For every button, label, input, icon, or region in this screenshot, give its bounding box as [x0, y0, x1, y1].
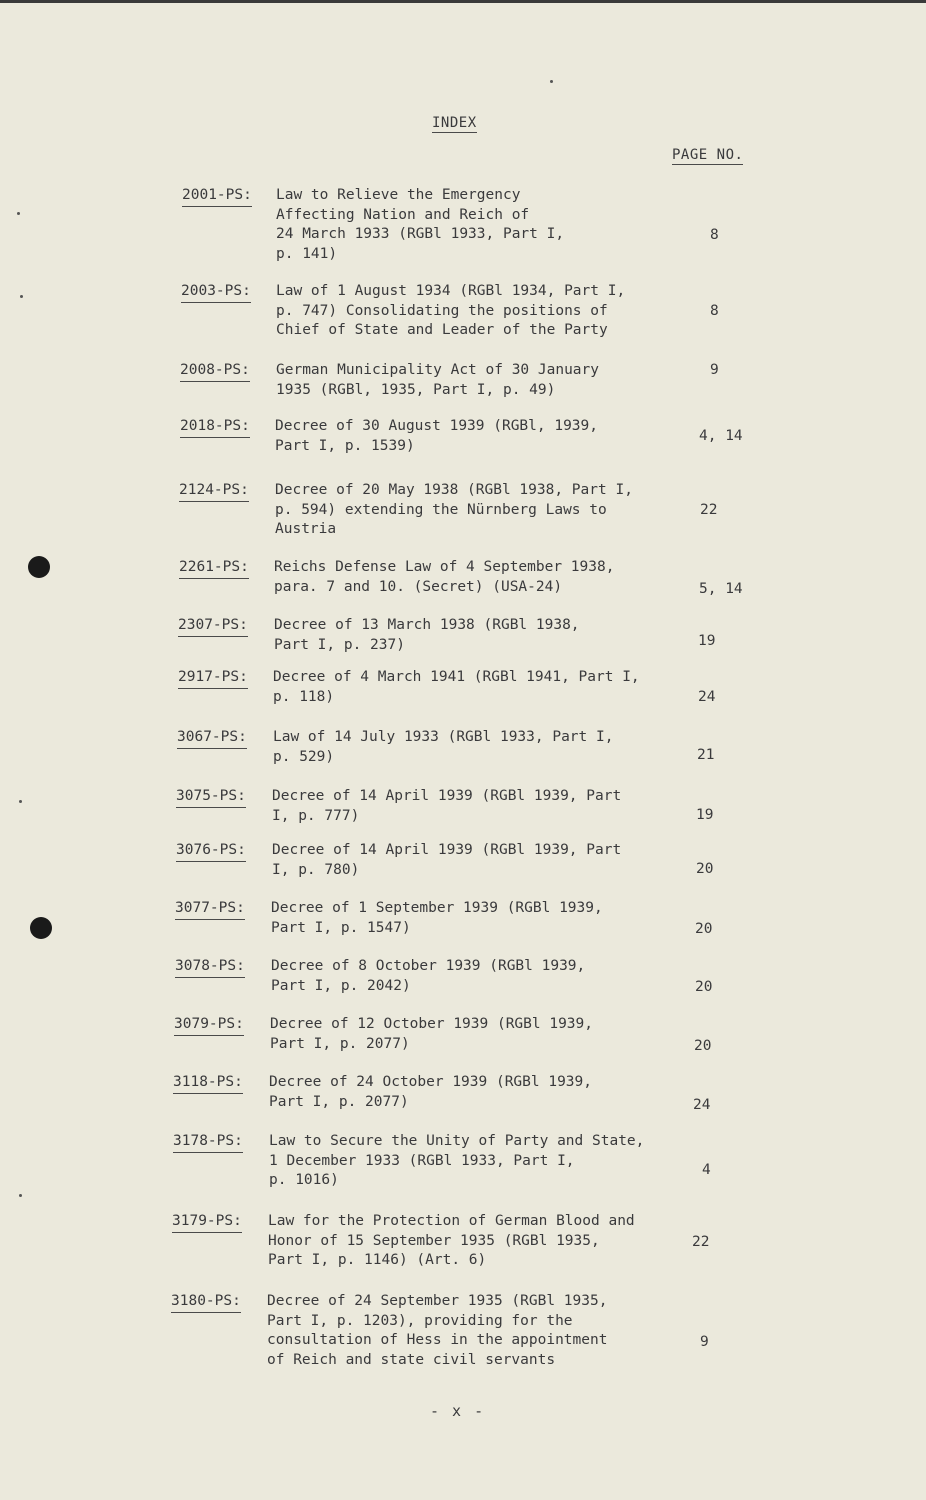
paper-speck	[17, 212, 20, 215]
paper-speck	[20, 295, 23, 298]
entry-page: 24	[698, 689, 716, 705]
entry-description: Law to Relieve the Emergency Affecting Nation and Reich of 24 March 1933 (RGBl 1933, Part I, p. 141)	[276, 187, 565, 262]
entry-description: Decree of 4 March 1941 (RGBl 1941, Part I, p. 118)	[273, 669, 640, 705]
entry-code: 3079-PS:	[174, 1015, 244, 1036]
entry-code: 2008-PS:	[180, 361, 250, 382]
entry-page: 20	[694, 1038, 712, 1054]
entry-code: 3067-PS:	[177, 728, 247, 749]
entry-code: 3077-PS:	[175, 899, 245, 920]
entry-description: Decree of 14 April 1939 (RGBl 1939, Part I, p. 777)	[272, 788, 622, 824]
paper-speck	[19, 800, 22, 803]
entry-page: 20	[695, 979, 713, 995]
entry-code: 2001-PS:	[182, 186, 252, 207]
entry-code: 2917-PS:	[178, 668, 248, 689]
entry-page: 9	[710, 362, 719, 378]
entry-description: Decree of 20 May 1938 (RGBl 1938, Part I, p. 594) extending the Nürnberg Laws to Austria	[275, 482, 633, 537]
entry-page: 5, 14	[699, 581, 743, 597]
entry-code: 2018-PS:	[180, 417, 250, 438]
paper-speck	[550, 80, 553, 83]
entry-description: Law for the Protection of German Blood and Honor of 15 September 1935 (RGBl 1935, Part I, p. 1146) (Art. 6)	[268, 1213, 635, 1268]
entry-description: Decree of 8 October 1939 (RGBl 1939, Part I, p. 2042)	[271, 958, 586, 994]
punch-hole	[28, 556, 50, 578]
entry-description: Law of 1 August 1934 (RGBl 1934, Part I, p. 747) Consolidating the positions of Chief of State and Leader of the Party	[276, 283, 626, 338]
entry-description: Decree of 14 April 1939 (RGBl 1939, Part I, p. 780)	[272, 842, 622, 878]
entry-code: 3075-PS:	[176, 787, 246, 808]
entry-code: 3178-PS:	[173, 1132, 243, 1153]
entry-page: 20	[695, 921, 713, 937]
entry-page: 4, 14	[699, 428, 743, 444]
entry-description: Decree of 1 September 1939 (RGBl 1939, Part I, p. 1547)	[271, 900, 603, 936]
entry-description: Law of 14 July 1933 (RGBl 1933, Part I, p. 529)	[273, 729, 614, 765]
entry-page: 21	[697, 747, 715, 763]
entry-code: 2307-PS:	[178, 616, 248, 637]
entry-description: German Municipality Act of 30 January 1935 (RGBl, 1935, Part I, p. 49)	[276, 362, 600, 398]
entry-code: 2124-PS:	[179, 481, 249, 502]
entry-code: 3118-PS:	[173, 1073, 243, 1094]
page-top-edge	[0, 0, 926, 3]
entry-code: 3076-PS:	[176, 841, 246, 862]
entry-page: 4	[702, 1162, 711, 1178]
entry-page: 20	[696, 861, 714, 877]
entry-code: 2261-PS:	[179, 558, 249, 579]
entry-description: Decree of 24 October 1939 (RGBl 1939, Part I, p. 2077)	[269, 1074, 593, 1110]
entry-page: 8	[710, 303, 719, 319]
entry-code: 3078-PS:	[175, 957, 245, 978]
entry-code: 3179-PS:	[172, 1212, 242, 1233]
entry-code: 3180-PS:	[171, 1292, 241, 1313]
page-footer: - x -	[430, 1402, 486, 1420]
entry-page: 8	[710, 227, 719, 243]
entry-page: 22	[692, 1234, 710, 1250]
entry-code: 2003-PS:	[181, 282, 251, 303]
punch-hole	[30, 917, 52, 939]
entry-page: 19	[696, 807, 714, 823]
entry-page: 9	[700, 1334, 709, 1350]
entry-description: Decree of 24 September 1935 (RGBl 1935, Part I, p. 1203), providing for the consultation of Hess in the appointment of Reich and state civil servants	[267, 1293, 608, 1368]
entry-page: 24	[693, 1097, 711, 1113]
entry-page: 22	[700, 502, 718, 518]
index-title: INDEX	[432, 115, 477, 131]
entry-description: Reichs Defense Law of 4 September 1938, para. 7 and 10. (Secret) (USA-24)	[274, 559, 615, 595]
entry-description: Decree of 13 March 1938 (RGBl 1938, Part I, p. 237)	[274, 617, 580, 653]
paper-speck	[19, 1194, 22, 1197]
page-number-header: PAGE NO.	[672, 147, 744, 163]
entry-description: Decree of 12 October 1939 (RGBl 1939, Part I, p. 2077)	[270, 1016, 594, 1052]
entry-description: Decree of 30 August 1939 (RGBl, 1939, Part I, p. 1539)	[275, 418, 599, 454]
entry-description: Law to Secure the Unity of Party and State, 1 December 1933 (RGBl 1933, Part I, p. 1016)	[269, 1133, 645, 1188]
entry-page: 19	[698, 633, 716, 649]
